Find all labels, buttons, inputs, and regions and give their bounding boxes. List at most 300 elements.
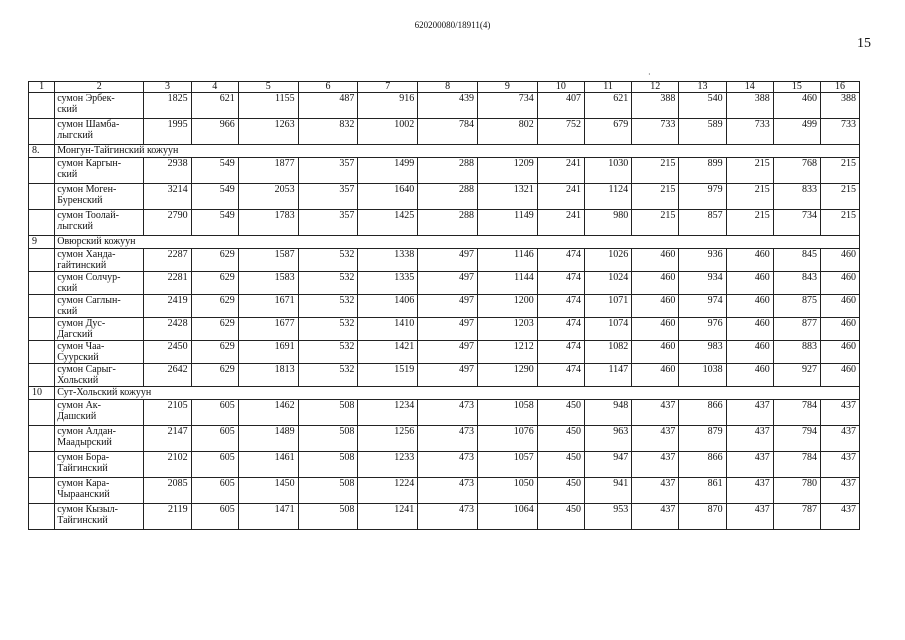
- value-cell: 629: [191, 318, 238, 341]
- value-cell: 497: [418, 318, 478, 341]
- value-cell: 474: [537, 341, 584, 364]
- value-cell: 936: [679, 249, 726, 272]
- district-name-line: сумон Эрбек-: [57, 93, 115, 104]
- value-cell: 966: [191, 119, 238, 145]
- value-cell: 1406: [358, 295, 418, 318]
- table-row: [29, 295, 860, 318]
- section-row: [29, 387, 860, 400]
- district-name-line: гайтинский: [57, 260, 107, 271]
- value-cell: 460: [821, 272, 860, 295]
- value-cell: 866: [679, 452, 726, 478]
- value-cell: 437: [821, 478, 860, 504]
- district-name-line: сумон Кызыл-: [57, 504, 118, 515]
- value-cell: 976: [679, 318, 726, 341]
- value-cell: 288: [418, 184, 478, 210]
- column-header: 15: [773, 82, 820, 93]
- district-name-line: сумон Алдан-: [57, 426, 116, 437]
- table-row: [29, 158, 860, 184]
- value-cell: 437: [726, 452, 773, 478]
- value-cell: 802: [477, 119, 537, 145]
- value-cell: 460: [632, 364, 679, 387]
- district-name-line: сумон Моген-: [57, 184, 117, 195]
- value-cell: 460: [632, 272, 679, 295]
- district-name: [55, 272, 144, 295]
- value-cell: 621: [191, 93, 238, 119]
- row-index-cell: [29, 210, 55, 236]
- table-row: [29, 210, 860, 236]
- district-name: [55, 119, 144, 145]
- value-cell: 983: [679, 341, 726, 364]
- value-cell: 3214: [144, 184, 191, 210]
- value-cell: 1587: [238, 249, 298, 272]
- value-cell: 1057: [477, 452, 537, 478]
- value-cell: 532: [298, 318, 358, 341]
- value-cell: 870: [679, 504, 726, 530]
- value-cell: 2105: [144, 400, 191, 426]
- value-cell: 288: [418, 210, 478, 236]
- value-cell: 460: [632, 249, 679, 272]
- row-index-cell: [29, 249, 55, 272]
- value-cell: 549: [191, 184, 238, 210]
- column-header: 2: [55, 82, 144, 93]
- value-cell: 1825: [144, 93, 191, 119]
- value-cell: 1224: [358, 478, 418, 504]
- row-index-cell: [29, 93, 55, 119]
- value-cell: 388: [821, 93, 860, 119]
- column-header: 12: [632, 82, 679, 93]
- value-cell: 508: [298, 400, 358, 426]
- scan-speck: ·: [648, 70, 651, 79]
- district-name-line: сумон Тоолай-: [57, 210, 119, 221]
- value-cell: 437: [632, 452, 679, 478]
- value-cell: 450: [537, 400, 584, 426]
- value-cell: 439: [418, 93, 478, 119]
- value-cell: 1671: [238, 295, 298, 318]
- value-cell: 899: [679, 158, 726, 184]
- value-cell: 2287: [144, 249, 191, 272]
- value-cell: 474: [537, 249, 584, 272]
- row-index-cell: [29, 184, 55, 210]
- column-header: 10: [537, 82, 584, 93]
- value-cell: 473: [418, 400, 478, 426]
- row-index-cell: [29, 364, 55, 387]
- section-index: 9: [29, 236, 55, 249]
- value-cell: 241: [537, 210, 584, 236]
- value-cell: 879: [679, 426, 726, 452]
- value-cell: 437: [821, 426, 860, 452]
- district-name-line: сумон Ханда-: [57, 249, 116, 260]
- value-cell: 2102: [144, 452, 191, 478]
- district-name-line: Тайгинский: [57, 463, 108, 474]
- table-row: [29, 452, 860, 478]
- document-code: 620200080/18911(4): [414, 20, 491, 30]
- value-cell: 460: [773, 93, 820, 119]
- value-cell: 1519: [358, 364, 418, 387]
- value-cell: 883: [773, 341, 820, 364]
- value-cell: 875: [773, 295, 820, 318]
- value-cell: 460: [726, 249, 773, 272]
- district-name: [55, 478, 144, 504]
- column-header: 9: [477, 82, 537, 93]
- table-row: [29, 364, 860, 387]
- value-cell: 1338: [358, 249, 418, 272]
- column-header: 8: [418, 82, 478, 93]
- value-cell: 605: [191, 478, 238, 504]
- value-cell: 215: [821, 158, 860, 184]
- page-number: 15: [857, 36, 871, 51]
- district-name-line: Маадырский: [57, 437, 112, 448]
- value-cell: 474: [537, 272, 584, 295]
- district-name-line: Чыраанский: [57, 489, 110, 500]
- value-cell: 1335: [358, 272, 418, 295]
- value-cell: 1877: [238, 158, 298, 184]
- value-cell: 460: [726, 318, 773, 341]
- value-cell: 1783: [238, 210, 298, 236]
- value-cell: 734: [477, 93, 537, 119]
- value-cell: 733: [632, 119, 679, 145]
- value-cell: 508: [298, 426, 358, 452]
- value-cell: 1149: [477, 210, 537, 236]
- value-cell: 1461: [238, 452, 298, 478]
- value-cell: 215: [632, 158, 679, 184]
- value-cell: 934: [679, 272, 726, 295]
- value-cell: 948: [584, 400, 631, 426]
- table-row: [29, 272, 860, 295]
- district-name-line: лыгский: [57, 130, 94, 141]
- value-cell: 215: [632, 210, 679, 236]
- value-cell: 540: [679, 93, 726, 119]
- value-cell: 1489: [238, 426, 298, 452]
- row-index-cell: [29, 452, 55, 478]
- value-cell: 532: [298, 272, 358, 295]
- column-header: 6: [298, 82, 358, 93]
- value-cell: 215: [821, 184, 860, 210]
- value-cell: 629: [191, 272, 238, 295]
- value-cell: 927: [773, 364, 820, 387]
- district-name: [55, 184, 144, 210]
- value-cell: 941: [584, 478, 631, 504]
- value-cell: 1583: [238, 272, 298, 295]
- value-cell: 241: [537, 158, 584, 184]
- value-cell: 845: [773, 249, 820, 272]
- value-cell: 215: [632, 184, 679, 210]
- value-cell: 1813: [238, 364, 298, 387]
- district-name: [55, 400, 144, 426]
- row-index-cell: [29, 478, 55, 504]
- value-cell: 1421: [358, 341, 418, 364]
- value-cell: 437: [726, 504, 773, 530]
- value-cell: 437: [726, 426, 773, 452]
- value-cell: 605: [191, 504, 238, 530]
- value-cell: 752: [537, 119, 584, 145]
- section-index: 8.: [29, 145, 55, 158]
- district-name-line: Тайгинский: [57, 515, 108, 526]
- value-cell: 1002: [358, 119, 418, 145]
- value-cell: 1076: [477, 426, 537, 452]
- value-cell: 473: [418, 478, 478, 504]
- value-cell: 1146: [477, 249, 537, 272]
- row-index-cell: [29, 272, 55, 295]
- district-name-line: сумон Дус-: [57, 318, 106, 329]
- value-cell: 497: [418, 295, 478, 318]
- value-cell: 497: [418, 249, 478, 272]
- district-name-line: Дашский: [57, 411, 97, 422]
- value-cell: 833: [773, 184, 820, 210]
- value-cell: 532: [298, 295, 358, 318]
- value-cell: 679: [584, 119, 631, 145]
- value-cell: 460: [632, 318, 679, 341]
- value-cell: 499: [773, 119, 820, 145]
- district-name: [55, 318, 144, 341]
- value-cell: 2085: [144, 478, 191, 504]
- section-row: [29, 236, 860, 249]
- district-name-line: лыгский: [57, 221, 94, 232]
- value-cell: 288: [418, 158, 478, 184]
- column-header: 4: [191, 82, 238, 93]
- value-cell: 1256: [358, 426, 418, 452]
- row-index-cell: [29, 318, 55, 341]
- value-cell: 784: [418, 119, 478, 145]
- value-cell: 1082: [584, 341, 631, 364]
- value-cell: 1640: [358, 184, 418, 210]
- value-cell: 215: [726, 184, 773, 210]
- district-name-line: ский: [57, 169, 78, 180]
- value-cell: 437: [632, 504, 679, 530]
- row-index-cell: [29, 400, 55, 426]
- value-cell: 1064: [477, 504, 537, 530]
- value-cell: 1995: [144, 119, 191, 145]
- row-index-cell: [29, 295, 55, 318]
- value-cell: 241: [537, 184, 584, 210]
- district-name-line: Суурский: [57, 352, 99, 363]
- value-cell: 605: [191, 426, 238, 452]
- value-cell: 497: [418, 364, 478, 387]
- section-title: Монгун-Тайгинский кожуун: [55, 145, 860, 158]
- value-cell: 1200: [477, 295, 537, 318]
- value-cell: 460: [821, 318, 860, 341]
- value-cell: 437: [821, 504, 860, 530]
- value-cell: 549: [191, 158, 238, 184]
- value-cell: 450: [537, 426, 584, 452]
- table-row: [29, 93, 860, 119]
- value-cell: 629: [191, 364, 238, 387]
- column-header-row: [29, 82, 860, 93]
- value-cell: 215: [726, 210, 773, 236]
- value-cell: 768: [773, 158, 820, 184]
- row-index-cell: [29, 504, 55, 530]
- value-cell: 450: [537, 504, 584, 530]
- value-cell: 1209: [477, 158, 537, 184]
- value-cell: 1050: [477, 478, 537, 504]
- value-cell: 532: [298, 341, 358, 364]
- value-cell: 532: [298, 364, 358, 387]
- value-cell: 877: [773, 318, 820, 341]
- district-name-line: ский: [57, 283, 78, 294]
- district-name-line: Дагский: [57, 329, 93, 340]
- section-row: [29, 145, 860, 158]
- value-cell: 980: [584, 210, 631, 236]
- value-cell: 1450: [238, 478, 298, 504]
- value-cell: 508: [298, 452, 358, 478]
- value-cell: 605: [191, 452, 238, 478]
- value-cell: 1499: [358, 158, 418, 184]
- table-row: [29, 318, 860, 341]
- value-cell: 450: [537, 452, 584, 478]
- value-cell: 2428: [144, 318, 191, 341]
- value-cell: 1425: [358, 210, 418, 236]
- value-cell: 508: [298, 478, 358, 504]
- value-cell: 784: [773, 452, 820, 478]
- section-title: Овюрский кожуун: [55, 236, 860, 249]
- district-name-line: сумон Кара-: [57, 478, 110, 489]
- table-row: [29, 478, 860, 504]
- value-cell: 2281: [144, 272, 191, 295]
- value-cell: 215: [726, 158, 773, 184]
- column-header: 16: [821, 82, 860, 93]
- value-cell: 357: [298, 158, 358, 184]
- district-name-line: сумон Шамба-: [57, 119, 120, 130]
- value-cell: 1124: [584, 184, 631, 210]
- value-cell: 474: [537, 318, 584, 341]
- value-cell: 733: [821, 119, 860, 145]
- value-cell: 780: [773, 478, 820, 504]
- district-name: [55, 426, 144, 452]
- value-cell: 357: [298, 184, 358, 210]
- value-cell: 437: [726, 400, 773, 426]
- table-row: [29, 400, 860, 426]
- district-name: [55, 158, 144, 184]
- value-cell: 437: [632, 426, 679, 452]
- value-cell: 2790: [144, 210, 191, 236]
- value-cell: 843: [773, 272, 820, 295]
- value-cell: 1144: [477, 272, 537, 295]
- value-cell: 1233: [358, 452, 418, 478]
- value-cell: 460: [726, 272, 773, 295]
- value-cell: 437: [821, 452, 860, 478]
- table-row: [29, 341, 860, 364]
- value-cell: 532: [298, 249, 358, 272]
- value-cell: 460: [821, 249, 860, 272]
- column-header: 5: [238, 82, 298, 93]
- row-index-cell: [29, 158, 55, 184]
- value-cell: 460: [726, 341, 773, 364]
- table-row: [29, 504, 860, 530]
- value-cell: 861: [679, 478, 726, 504]
- value-cell: 1030: [584, 158, 631, 184]
- column-header: 1: [29, 82, 55, 93]
- value-cell: 1410: [358, 318, 418, 341]
- value-cell: 787: [773, 504, 820, 530]
- value-cell: 963: [584, 426, 631, 452]
- value-cell: 1677: [238, 318, 298, 341]
- value-cell: 460: [726, 364, 773, 387]
- value-cell: 508: [298, 504, 358, 530]
- value-cell: 866: [679, 400, 726, 426]
- district-name: [55, 295, 144, 318]
- value-cell: 2053: [238, 184, 298, 210]
- district-name-line: сумон Ак-: [57, 400, 101, 411]
- value-cell: 497: [418, 272, 478, 295]
- section-title: Сут-Хольский кожуун: [55, 387, 860, 400]
- value-cell: 1203: [477, 318, 537, 341]
- value-cell: 733: [726, 119, 773, 145]
- value-cell: 1071: [584, 295, 631, 318]
- column-header: 3: [144, 82, 191, 93]
- column-header: 13: [679, 82, 726, 93]
- district-name-line: Буренский: [57, 195, 103, 206]
- value-cell: 1026: [584, 249, 631, 272]
- row-index-cell: [29, 341, 55, 364]
- value-cell: 388: [726, 93, 773, 119]
- value-cell: 947: [584, 452, 631, 478]
- column-header: 7: [358, 82, 418, 93]
- value-cell: 2147: [144, 426, 191, 452]
- value-cell: 473: [418, 452, 478, 478]
- value-cell: 460: [726, 295, 773, 318]
- value-cell: 487: [298, 93, 358, 119]
- value-cell: 437: [632, 400, 679, 426]
- value-cell: 1058: [477, 400, 537, 426]
- value-cell: 979: [679, 184, 726, 210]
- value-cell: 832: [298, 119, 358, 145]
- section-index: 10: [29, 387, 55, 400]
- value-cell: 460: [821, 341, 860, 364]
- value-cell: 953: [584, 504, 631, 530]
- value-cell: 473: [418, 504, 478, 530]
- district-name: [55, 504, 144, 530]
- value-cell: 974: [679, 295, 726, 318]
- table-row: [29, 426, 860, 452]
- value-cell: 734: [773, 210, 820, 236]
- table-row: [29, 184, 860, 210]
- value-cell: 857: [679, 210, 726, 236]
- value-cell: 474: [537, 295, 584, 318]
- value-cell: 497: [418, 341, 478, 364]
- district-name-line: сумон Солчур-: [57, 272, 121, 283]
- value-cell: 1471: [238, 504, 298, 530]
- value-cell: 2419: [144, 295, 191, 318]
- district-name: [55, 364, 144, 387]
- value-cell: 2119: [144, 504, 191, 530]
- value-cell: 629: [191, 341, 238, 364]
- value-cell: 1147: [584, 364, 631, 387]
- value-cell: 1212: [477, 341, 537, 364]
- table-row: [29, 249, 860, 272]
- value-cell: 2450: [144, 341, 191, 364]
- value-cell: 357: [298, 210, 358, 236]
- district-name: [55, 210, 144, 236]
- value-cell: 1038: [679, 364, 726, 387]
- value-cell: 1241: [358, 504, 418, 530]
- value-cell: 473: [418, 426, 478, 452]
- row-index-cell: [29, 426, 55, 452]
- column-header: 14: [726, 82, 773, 93]
- value-cell: 460: [821, 364, 860, 387]
- value-cell: 784: [773, 400, 820, 426]
- district-name-line: сумон Сарыг-: [57, 364, 116, 375]
- district-name-line: сумон Бора-: [57, 452, 110, 463]
- value-cell: 1155: [238, 93, 298, 119]
- value-cell: 2642: [144, 364, 191, 387]
- value-cell: 1074: [584, 318, 631, 341]
- value-cell: 589: [679, 119, 726, 145]
- value-cell: 437: [632, 478, 679, 504]
- value-cell: 1234: [358, 400, 418, 426]
- district-name-line: ский: [57, 104, 78, 115]
- table-row: [29, 119, 860, 145]
- value-cell: 474: [537, 364, 584, 387]
- district-name-line: сумон Каргын-: [57, 158, 122, 169]
